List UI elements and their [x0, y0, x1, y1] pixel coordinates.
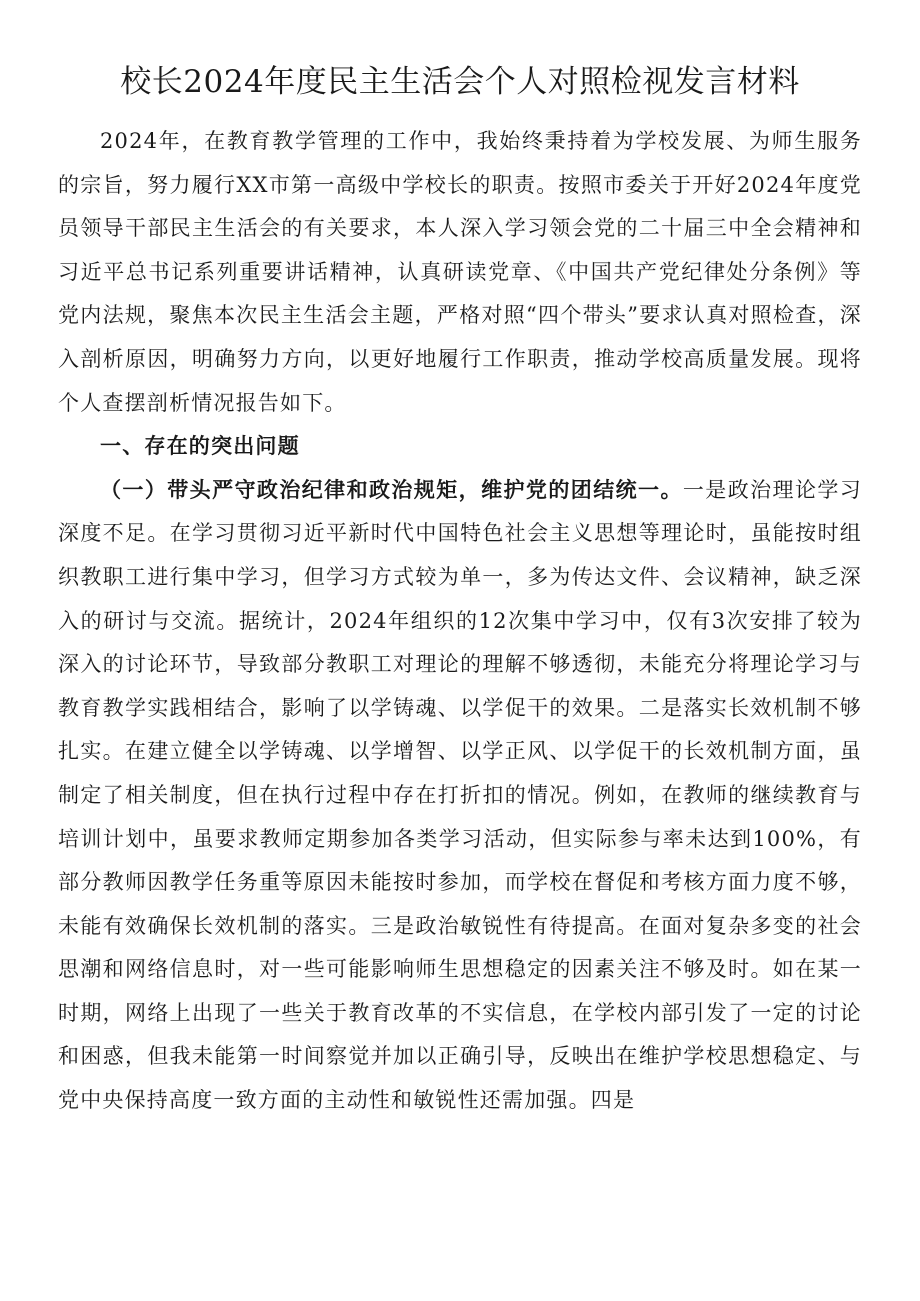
section-heading: 一、存在的突出问题	[100, 434, 300, 459]
subsection-paragraph	[58, 469, 862, 1123]
subsection-heading: （一）带头严守政治纪律和政治规矩，维护党的团结统一。	[100, 477, 683, 502]
document-title: 校长2024年度民主生活会个人对照检视发言材料	[120, 64, 800, 100]
intro-paragraph: 2024年，在教育教学管理的工作中，我始终秉持着为学校发展、为师生服务的宗旨，努力履行XX市第一高级中学校长的职责。按照市委关于开好2024年度党员领导干部民主生活会的有关要求，本人深入学习领会党的二十届三中全会精神和习近平总书记系列重要讲话精神，认真研读党章、《中国共产党纪律处分条例》等党内法规，聚焦本次民主生活会主题，严格对照“四个带头”要求认真对照检查，深入剖析原因，明确努力方向，以更好地履行工作职责，推动学校高质量发展。现将个人查摆剖析情况报告如下。	[58, 129, 862, 415]
subsection-body: 一是政治理论学习深度不足。在学习贯彻习近平新时代中国特色社会主义思想等理论时，虽能按时组织教职工进行集中学习，但学习方式较为单一，多为传达文件、会议精神，缺乏深入的研讨与交流。据统计，2024年组织的12次集中学习中，仅有3次安排了较为深入的讨论环节，导致部分教职工对理论的理解不够透彻，未能充分将理论学习与教育教学实践相结合，影响了以学铸魂、以学促干的效果。二是落实长效机制不够扎实。在建立健全以学铸魂、以学增智、以学正风、以学促干的长效机制方面，虽制定了相关制度，但在执行过程中存在打折扣的情况。例如，在教师的继续教育与培训计划中，虽要求教师定期参加各类学习活动，但实际参与率未达到100%，有部分教师因教学任务重等原因未能按时参加，而学校在督促和考核方面力度不够，未能有效确保长效机制的落实。三是政治敏锐性有待提高。在面对复杂多变的社会思潮和网络信息时，对一些可能影响师生思想稳定的因素关注不够及时。如在某一时期，网络上出现了一些关于教育改革的不实信息，在学校内部引发了一定的讨论和困惑，但我未能第一时间察觉并加以正确引导，反映出在维护学校思想稳定、与党中央保持高度一致方面的主动性和敏锐性还需加强。四是	[58, 477, 862, 1113]
